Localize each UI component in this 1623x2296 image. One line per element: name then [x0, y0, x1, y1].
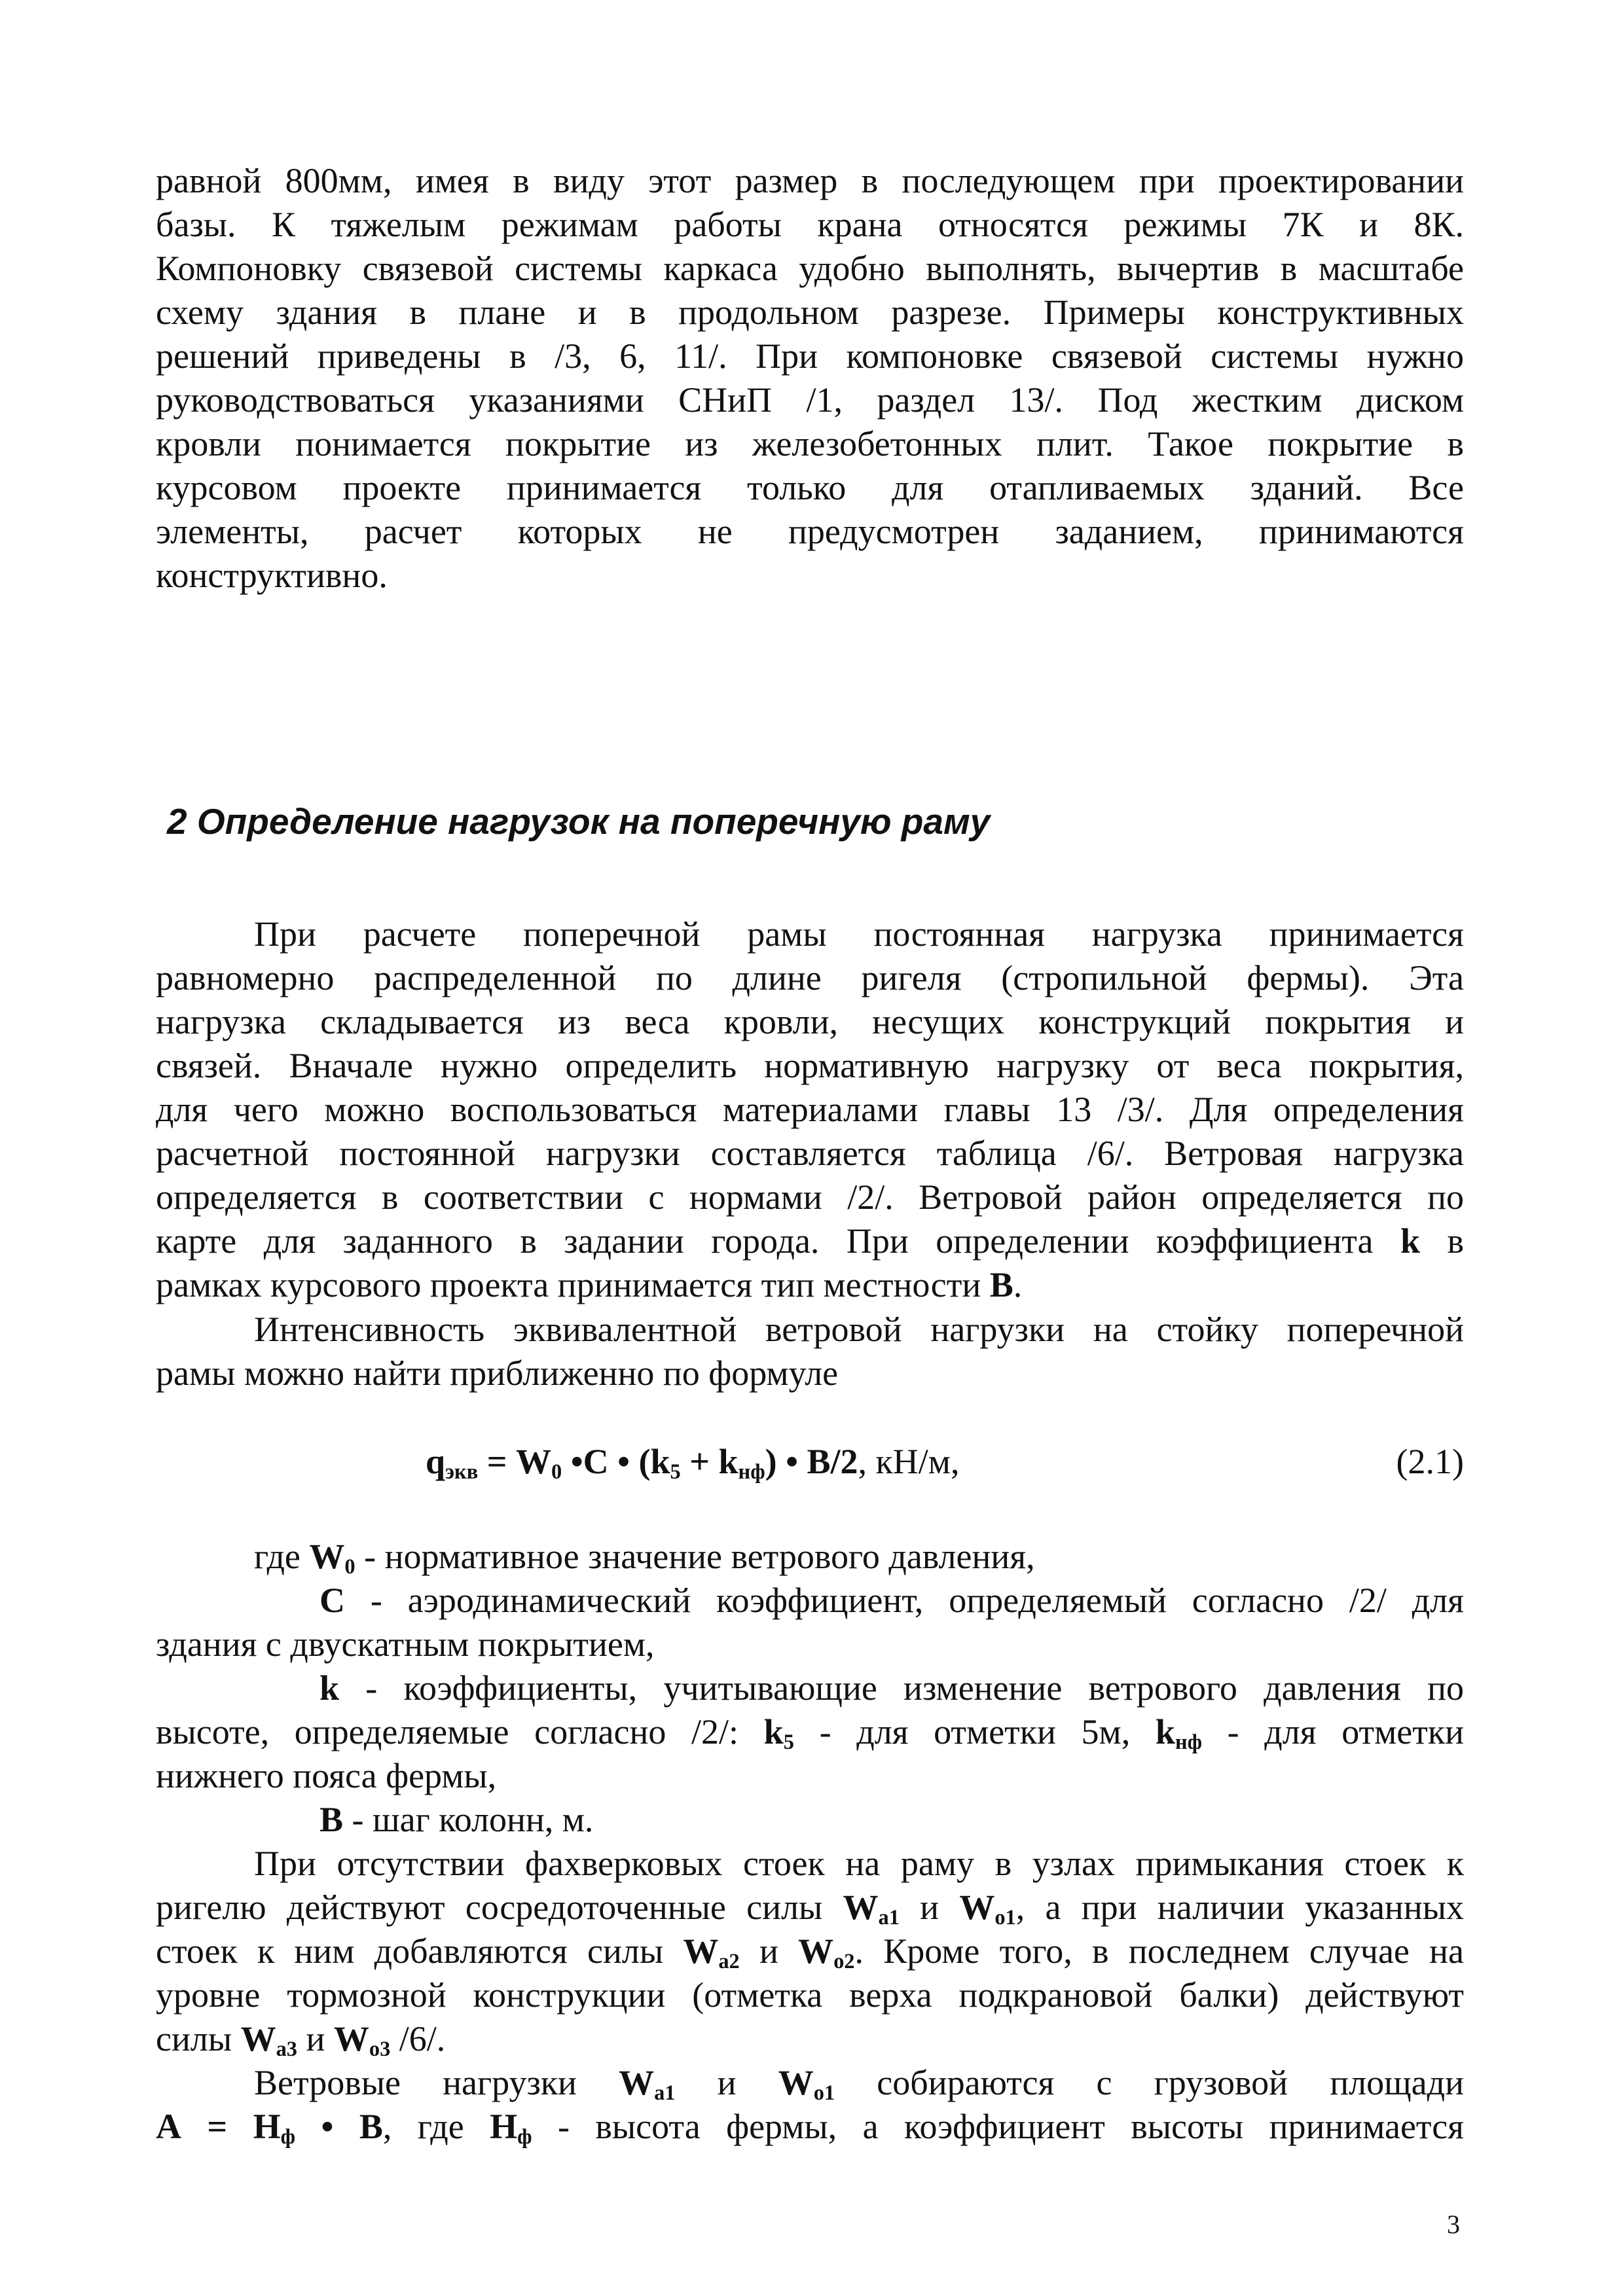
text-line: Интенсивность эквивалентной ветровой нагрузки на стойку поперечной	[254, 1310, 1464, 1349]
section-title: 2 Определение нагрузок на поперечную раму	[167, 801, 991, 842]
text-line: элементы, расчет которых не предусмотрен заданием, принимаются	[156, 512, 1464, 551]
text-line: нижнего пояса фермы,	[156, 1756, 497, 1795]
text-line: конструктивно.	[156, 556, 388, 595]
text-line: При расчете поперечной рамы постоянная нагрузка принимается	[254, 914, 1464, 954]
paragraph-constant-load	[156, 912, 1464, 1307]
page-number: 3	[1447, 2210, 1460, 2239]
text-line: рамках курсового проекта принимается тип местности В.	[156, 1265, 1023, 1304]
formula-2-1: $q_{экв} = W_0$ •C • $(k_5 + k_{нф})$ • B/2, кН/м, (2.1)	[426, 1440, 1464, 1484]
intro-paragraph	[156, 159, 1464, 598]
text-line: кровли понимается покрытие из железобетонных плит. Такое покрытие в	[156, 424, 1464, 463]
text-line: силы $W_{a3}$ и $W_{o3}$ /6/.	[156, 2019, 446, 2062]
text-line: определяется в соответствии с нормами /2/. Ветровой район определяется по	[156, 1177, 1464, 1217]
text-line: В - шаг колонн, м.	[319, 1800, 594, 1839]
text-line: При отсутствии фахверковых стоек на раму в узлах примыкания стоек к	[254, 1844, 1464, 1883]
text-line: k - коэффициенты, учитывающие изменение ветрового давления по	[319, 1668, 1464, 1708]
text-line: базы. К тяжелым режимам работы крана относятся режимы 7К и 8К.	[156, 205, 1464, 244]
formula-explanation	[156, 1535, 1464, 1842]
text-line: для чего можно воспользоваться материалами главы 13 /3/. Для определения	[156, 1090, 1464, 1129]
text-line: руководствоваться указаниями СНиП /1, раздел 13/. Под жестким диском	[156, 380, 1464, 420]
paragraph-concentrated-forces	[156, 1842, 1464, 2061]
paragraph-wind-loads	[156, 2061, 1464, 2149]
text-line: равномерно распределенной по длине ригеля (стропильной фермы). Эта	[156, 958, 1464, 997]
paragraph-wind-intro	[156, 1308, 1464, 1395]
text-line: схему здания в плане и в продольном разрезе. Примеры конструктивных	[156, 293, 1464, 332]
text-line: равной 800мм, имея в виду этот размер в последующем при проектировании	[156, 161, 1464, 200]
text-line: решений приведены в /3, 6, 11/. При компоновке связевой системы нужно	[156, 336, 1464, 376]
text-line: Ветровые нагрузки $W_{a1}$ и $W_{o1}$ собираются с грузовой площади	[254, 2063, 1464, 2106]
text-line: уровне тормозной конструкции (отметка верха подкрановой балки) действуют	[156, 1975, 1464, 2015]
text-line: здания с двускатным покрытием,	[156, 1624, 655, 1664]
text-line: ригелю действуют сосредоточенные силы $W_{a1}$ и $W_{o1}$, а при наличии указанных	[156, 1888, 1465, 1930]
text-line: С - аэродинамический коэффициент, определяемый согласно /2/ для	[319, 1581, 1464, 1620]
text-line: стоек к ним добавляются силы $W_{a2}$ и $W_{o2}$. Кроме того, в последнем случае на	[156, 1931, 1464, 1974]
text-line: высоте, определяемые согласно /2/: $k_5$ - для отметки 5м, $k_{нф}$ - для отметки	[156, 1712, 1464, 1755]
text-line: расчетной постоянной нагрузки составляется таблица /6/. Ветровая нагрузка	[156, 1134, 1464, 1173]
text-line: связей. Вначале нужно определить нормативную нагрузку от веса покрытия,	[156, 1046, 1464, 1085]
text-line: карте для заданного в задании города. При определении коэффициента k в	[156, 1221, 1465, 1261]
text-line: курсовом проекте принимается только для отапливаемых зданий. Все	[156, 468, 1464, 507]
text-line: Компоновку связевой системы каркаса удобно выполнять, вычертив в масштабе	[156, 249, 1464, 288]
formula-number: (2.1)	[1396, 1442, 1464, 1481]
text-line: нагрузка складывается из веса кровли, несущих конструкций покрытия и	[156, 1002, 1464, 1041]
text-line: $А = H_ф$ • В, где $H_ф$ - высота фермы, а коэффициент высоты принимается	[156, 2107, 1464, 2149]
text-line: где $W_0$ - нормативное значение ветрового давления,	[254, 1537, 1035, 1579]
text-line: рамы можно найти приближенно по формуле	[156, 1354, 839, 1393]
